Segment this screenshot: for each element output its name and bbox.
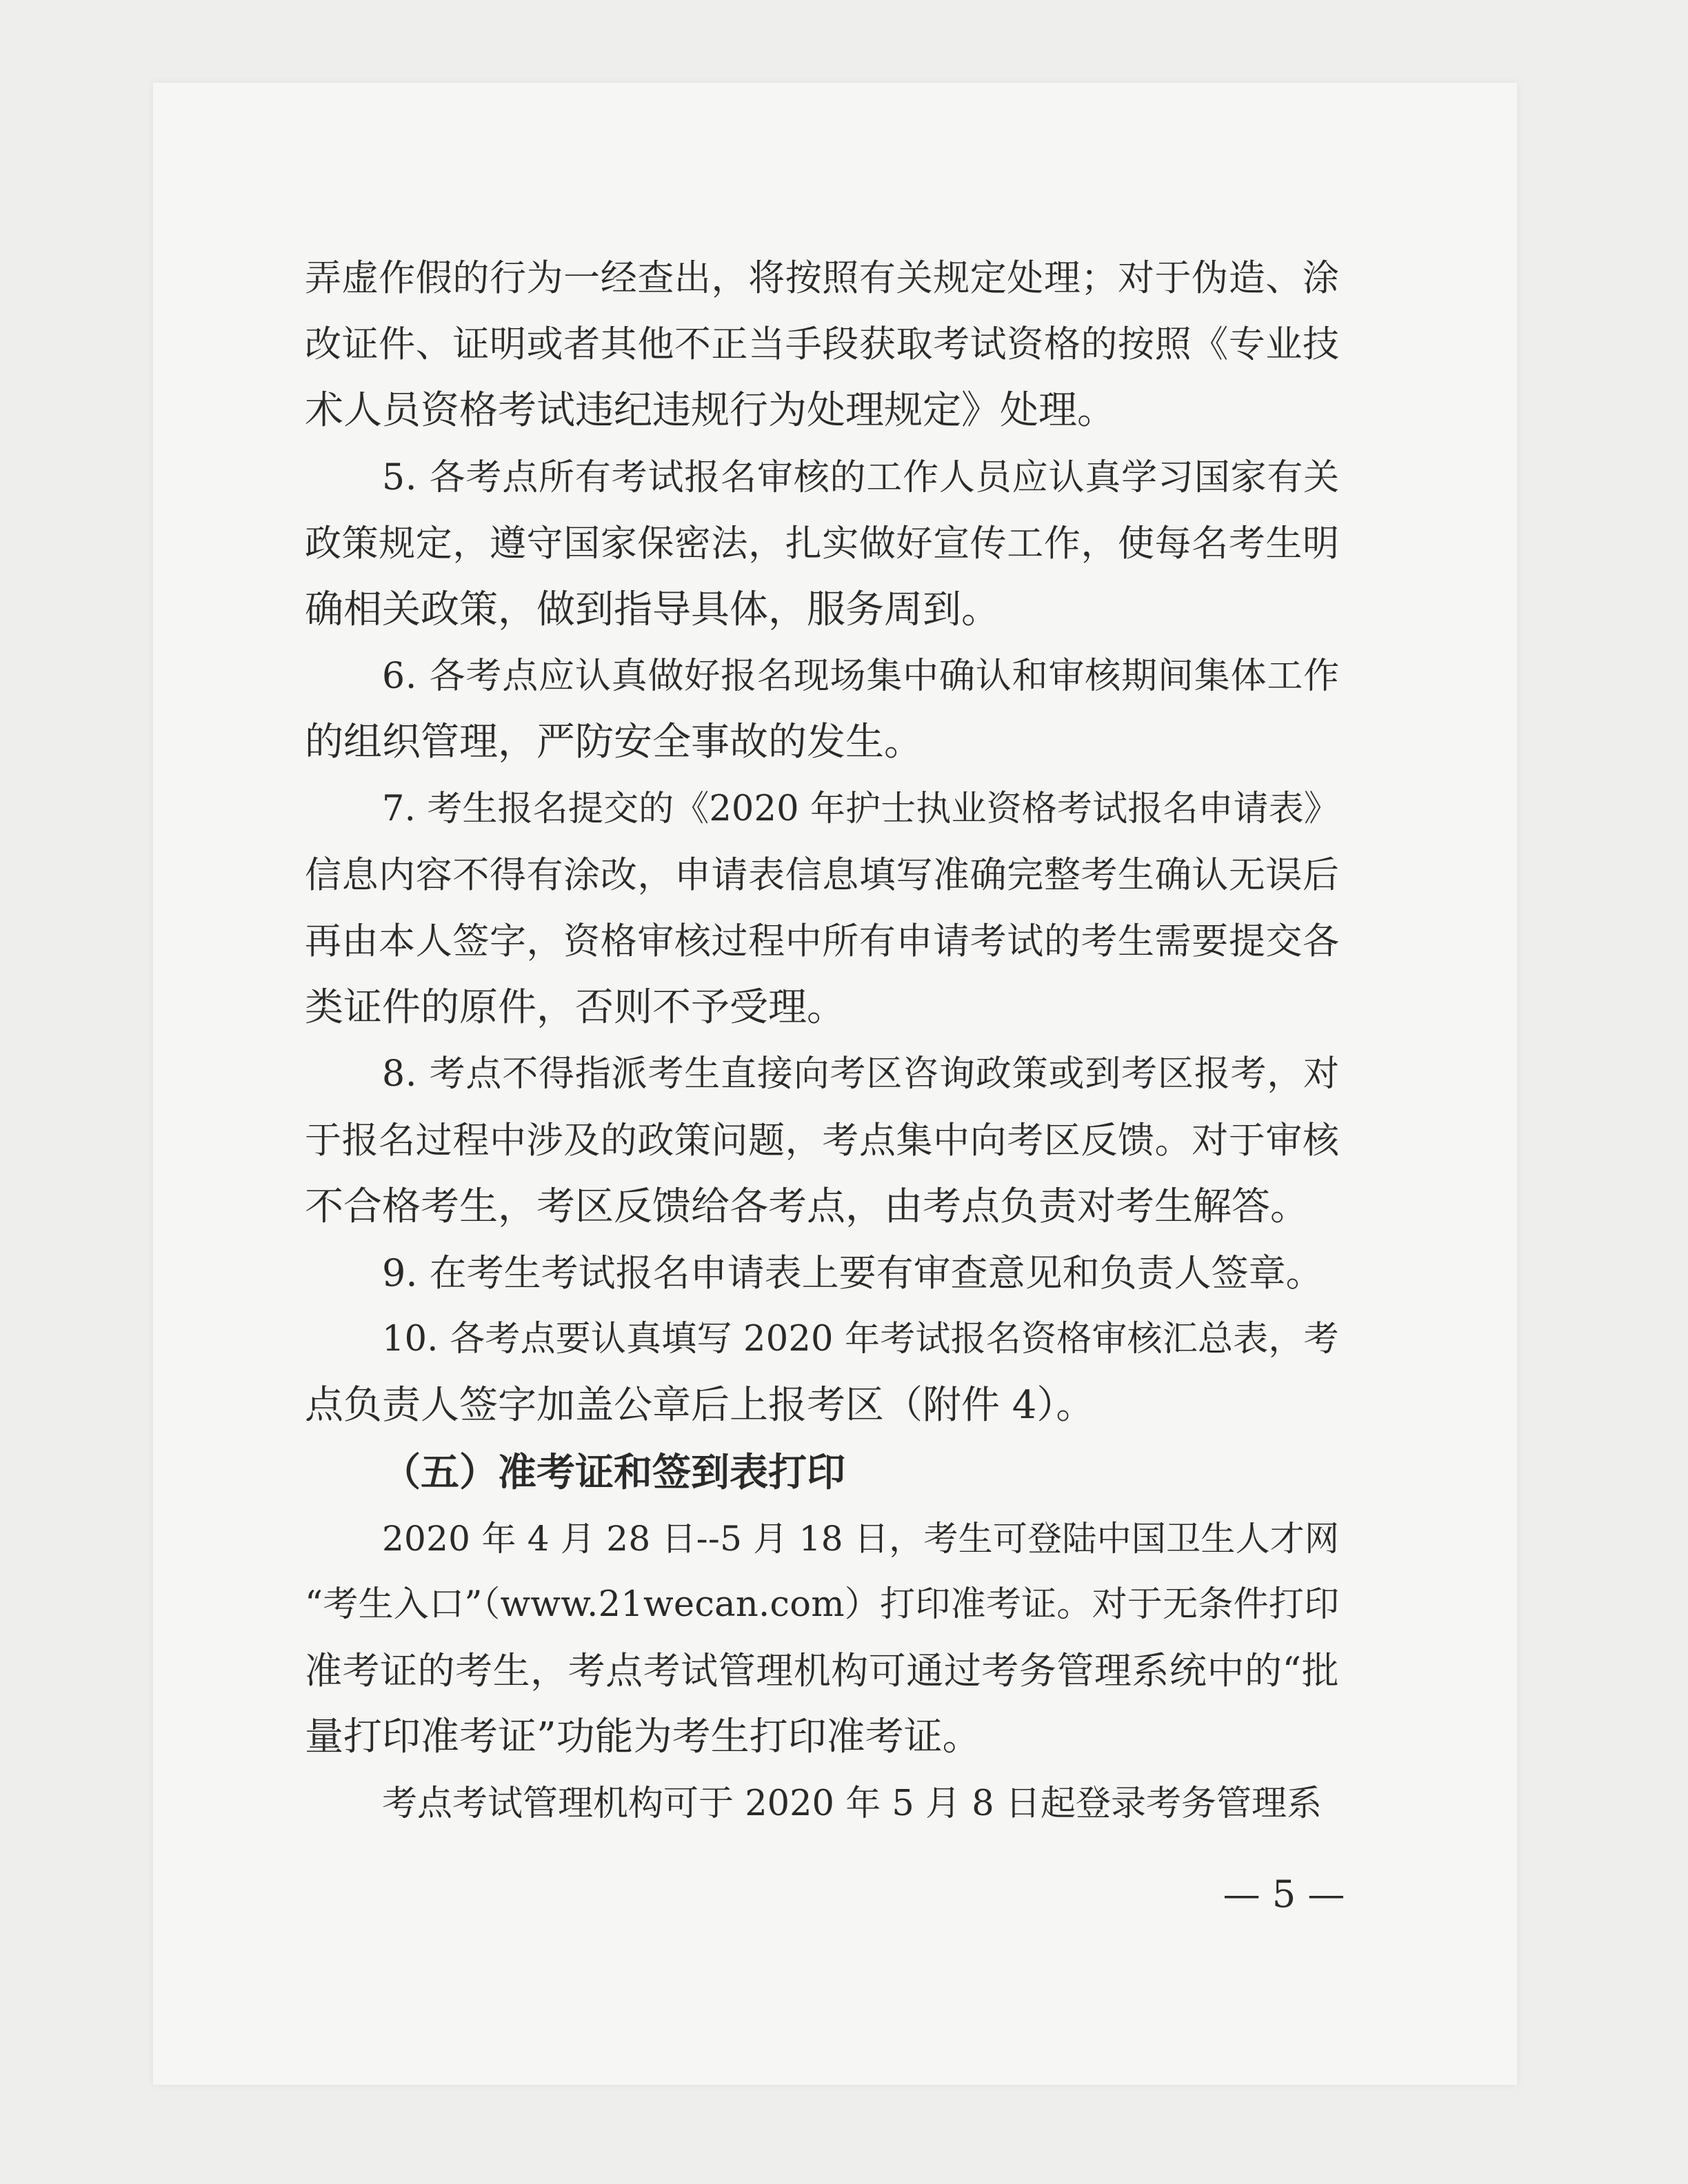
text-line: 9. 在考生考试报名申请表上要有审查意见和负责人签章。 [382, 1251, 1323, 1295]
text-line: 的组织管理，严防安全事故的发生。 [305, 720, 923, 765]
page-number: — 5 — [1223, 1872, 1345, 1916]
text-line: 10. 各考点要认真填写 2020 年考试报名资格审核汇总表，考 [382, 1319, 1339, 1360]
text-line: 确相关政策，做到指导具体，服务周到。 [305, 587, 1000, 632]
text-line: 类证件的原件，否则不予受理。 [305, 985, 845, 1031]
text-line: 量打印准考证”功能为考生打印准考证。 [305, 1715, 981, 1760]
text-line: 于报名过程中涉及的政策问题，考点集中向考区反馈。对于审核 [305, 1119, 1340, 1162]
text-line: 准考证的考生，考点考试管理机构可通过考务管理系统中的“批 [305, 1649, 1340, 1693]
text-line: 再由本人签字，资格审核过程中所有申请考试的考生需要提交各 [305, 920, 1340, 962]
text-line: 6. 各考点应认真做好报名现场集中确认和审核期间集体工作 [382, 656, 1340, 698]
text-line: 信息内容不得有涂改，申请表信息填写准确完整考生确认无误后 [305, 853, 1340, 896]
text-line: “考生入口”（www.21wecan.com）打印准考证。对于无条件打印 [305, 1584, 1340, 1625]
text-line: 考点考试管理机构可于 2020 年 5 月 8 日起登录考务管理系 [382, 1783, 1322, 1824]
text-line: 不合格考生，考区反馈给各考点，由考点负责对考生解答。 [305, 1184, 1309, 1229]
text-line: 改证件、证明或者其他不正当手段获取考试资格的按照《专业技 [305, 323, 1340, 366]
text-line: 8. 考点不得指派考生直接向考区咨询政策或到考区报考，对 [382, 1053, 1340, 1095]
text-line: 5. 各考点所有考试报名审核的工作人员应认真学习国家有关 [382, 456, 1340, 498]
text-line: 政策规定，遵守国家保密法，扎实做好宣传工作，使每名考生明 [305, 522, 1340, 565]
text-line: 2020 年 4 月 28 日--5 月 18 日，考生可登陆中国卫生人才网 [382, 1518, 1340, 1559]
section-heading: （五）准考证和签到表打印 [382, 1449, 845, 1495]
text-line: 7. 考生报名提交的《2020 年护士执业资格考试报名申请表》 [382, 788, 1340, 829]
text-line: 点负责人签字加盖公章后上报考区（附件 4）。 [305, 1383, 1095, 1428]
text-line: 术人员资格考试违纪违规行为处理规定》处理。 [305, 388, 1116, 434]
text-line: 弄虚作假的行为一经查出，将按照有关规定处理；对于伪造、涂 [305, 257, 1340, 299]
